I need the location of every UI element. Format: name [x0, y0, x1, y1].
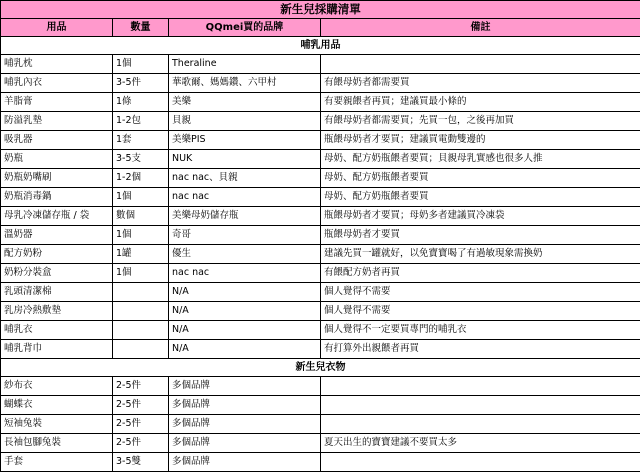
cell-notes[interactable]: 有餵母奶者都需要買 — [321, 74, 640, 93]
cell-brand[interactable]: N/A — [169, 340, 321, 359]
table-row — [1, 74, 640, 93]
cell-item[interactable]: 蝴蝶衣 — [1, 396, 113, 415]
cell-brand[interactable]: 奇哥 — [169, 226, 321, 245]
cell-brand[interactable]: N/A — [169, 283, 321, 302]
cell-item[interactable]: 奶瓶消毒鍋 — [1, 188, 113, 207]
cell-item[interactable]: 哺乳背巾 — [1, 340, 113, 359]
cell-item[interactable]: 溫奶器 — [1, 226, 113, 245]
cell-brand[interactable]: 多個品牌 — [169, 434, 321, 453]
cell-brand[interactable]: nac nac — [169, 264, 321, 283]
table-row — [1, 55, 640, 74]
cell-notes[interactable]: 瓶餵母奶者才要買 — [321, 226, 640, 245]
cell-quantity[interactable]: 2-5件 — [113, 434, 169, 453]
cell-item[interactable]: 乳房冷熱敷墊 — [1, 302, 113, 321]
cell-notes[interactable]: 有餵母奶者都需要買；先買一包，之後再加買 — [321, 112, 640, 131]
table-row — [1, 150, 640, 169]
title-row — [1, 1, 640, 19]
cell-quantity[interactable]: 1個 — [113, 264, 169, 283]
table-row — [1, 169, 640, 188]
cell-brand[interactable]: 美樂 — [169, 93, 321, 112]
cell-brand[interactable]: 多個品牌 — [169, 453, 321, 472]
cell-brand[interactable]: 美樂母奶儲存瓶 — [169, 207, 321, 226]
table-row — [1, 112, 640, 131]
cell-item[interactable]: 哺乳枕 — [1, 55, 113, 74]
cell-item[interactable]: 哺乳內衣 — [1, 74, 113, 93]
cell-notes[interactable]: 有餵配方奶者再買 — [321, 264, 640, 283]
cell-quantity[interactable] — [113, 302, 169, 321]
cell-item[interactable]: 紗布衣 — [1, 377, 113, 396]
cell-brand[interactable]: N/A — [169, 321, 321, 340]
cell-brand[interactable]: 多個品牌 — [169, 396, 321, 415]
cell-quantity[interactable]: 1-2包 — [113, 112, 169, 131]
cell-quantity[interactable]: 1套 — [113, 131, 169, 150]
cell-notes[interactable]: 個人覺得不需要 — [321, 302, 640, 321]
cell-quantity[interactable]: 3-5支 — [113, 150, 169, 169]
cell-quantity[interactable]: 1個 — [113, 188, 169, 207]
table-row — [1, 131, 640, 150]
cell-notes[interactable]: 有要親餵者再買；建議買最小條的 — [321, 93, 640, 112]
header-notes[interactable]: 備註 — [321, 19, 640, 37]
table-row — [1, 207, 640, 226]
sheet-title[interactable]: 新生兒採購清單 — [1, 1, 640, 19]
cell-quantity[interactable]: 2-5件 — [113, 377, 169, 396]
table-row — [1, 264, 640, 283]
cell-item[interactable]: 短袖兔裝 — [1, 415, 113, 434]
cell-item[interactable]: 奶粉分裝盒 — [1, 264, 113, 283]
cell-brand[interactable]: 優生 — [169, 245, 321, 264]
header-item[interactable]: 用品 — [1, 19, 113, 37]
cell-item[interactable]: 乳頭清潔棉 — [1, 283, 113, 302]
cell-brand[interactable]: Theraline — [169, 55, 321, 74]
cell-notes[interactable]: 母奶、配方奶瓶餵者要買 — [321, 169, 640, 188]
table-row — [1, 453, 640, 472]
cell-quantity[interactable]: 3-5雙 — [113, 453, 169, 472]
section-header-row — [1, 359, 640, 377]
cell-quantity[interactable] — [113, 283, 169, 302]
cell-brand[interactable]: 華歌爾、媽媽鑽、六甲村 — [169, 74, 321, 93]
cell-notes[interactable]: 瓶餵母奶者才要買；母奶多者建議買冷凍袋 — [321, 207, 640, 226]
cell-quantity[interactable]: 1-2個 — [113, 169, 169, 188]
cell-quantity[interactable]: 2-5件 — [113, 396, 169, 415]
cell-quantity[interactable]: 1個 — [113, 55, 169, 74]
cell-quantity[interactable]: 2-5件 — [113, 415, 169, 434]
table-row — [1, 377, 640, 396]
table-row — [1, 283, 640, 302]
cell-item[interactable]: 長袖包腳兔裝 — [1, 434, 113, 453]
table-row — [1, 396, 640, 415]
header-brand[interactable]: QQmei買的品牌 — [169, 19, 321, 37]
table-row — [1, 245, 640, 264]
cell-item[interactable]: 吸乳器 — [1, 131, 113, 150]
cell-brand[interactable]: N/A — [169, 302, 321, 321]
cell-notes[interactable]: 瓶餵母奶者才要買；建議買電動雙邊的 — [321, 131, 640, 150]
cell-notes[interactable]: 有打算外出親餵者再買 — [321, 340, 640, 359]
cell-item[interactable]: 手套 — [1, 453, 113, 472]
cell-quantity[interactable]: 1條 — [113, 93, 169, 112]
header-row — [1, 19, 640, 37]
cell-item[interactable]: 哺乳衣 — [1, 321, 113, 340]
cell-brand[interactable]: 美樂PIS — [169, 131, 321, 150]
table-row — [1, 93, 640, 112]
cell-notes[interactable]: 個人覺得不一定要買專門的哺乳衣 — [321, 321, 640, 340]
cell-item[interactable]: 羊脂膏 — [1, 93, 113, 112]
table-row — [1, 302, 640, 321]
cell-quantity[interactable] — [113, 321, 169, 340]
section-header-row — [1, 37, 640, 55]
cell-notes[interactable] — [321, 415, 640, 434]
table-row — [1, 226, 640, 245]
cell-notes[interactable] — [321, 377, 640, 396]
cell-notes[interactable]: 夏天出生的寶寶建議不要買太多 — [321, 434, 640, 453]
cell-quantity[interactable] — [113, 340, 169, 359]
cell-brand[interactable]: NUK — [169, 150, 321, 169]
cell-quantity[interactable]: 1個 — [113, 226, 169, 245]
cell-notes[interactable]: 建議先買一罐就好，以免寶寶喝了有過敏現象需換奶 — [321, 245, 640, 264]
cell-brand[interactable]: nac nac — [169, 188, 321, 207]
cell-notes[interactable]: 母奶、配方奶瓶餵者要買 — [321, 188, 640, 207]
cell-item[interactable]: 配方奶粉 — [1, 245, 113, 264]
cell-brand[interactable]: 多個品牌 — [169, 377, 321, 396]
table-row — [1, 321, 640, 340]
cell-notes[interactable] — [321, 453, 640, 472]
table-row — [1, 340, 640, 359]
cell-item[interactable]: 奶瓶 — [1, 150, 113, 169]
cell-brand[interactable]: 貝親 — [169, 112, 321, 131]
cell-item[interactable]: 奶瓶奶嘴刷 — [1, 169, 113, 188]
cell-notes[interactable]: 個人覺得不需要 — [321, 283, 640, 302]
section-title[interactable]: 新生兒衣物 — [1, 359, 640, 377]
cell-notes[interactable]: 母奶、配方奶瓶餵者要買；貝親母乳實感也很多人推 — [321, 150, 640, 169]
table-row — [1, 434, 640, 453]
cell-brand[interactable]: 多個品牌 — [169, 415, 321, 434]
cell-quantity[interactable]: 3-5件 — [113, 74, 169, 93]
cell-quantity[interactable]: 1罐 — [113, 245, 169, 264]
cell-notes[interactable] — [321, 396, 640, 415]
cell-quantity[interactable]: 數個 — [113, 207, 169, 226]
table-row — [1, 188, 640, 207]
cell-notes[interactable] — [321, 55, 640, 74]
section-title[interactable]: 哺乳用品 — [1, 37, 640, 55]
cell-brand[interactable]: nac nac、貝親 — [169, 169, 321, 188]
table-row — [1, 415, 640, 434]
cell-item[interactable]: 母乳冷凍儲存瓶 / 袋 — [1, 207, 113, 226]
header-quantity[interactable]: 數量 — [113, 19, 169, 37]
cell-item[interactable]: 防溢乳墊 — [1, 112, 113, 131]
